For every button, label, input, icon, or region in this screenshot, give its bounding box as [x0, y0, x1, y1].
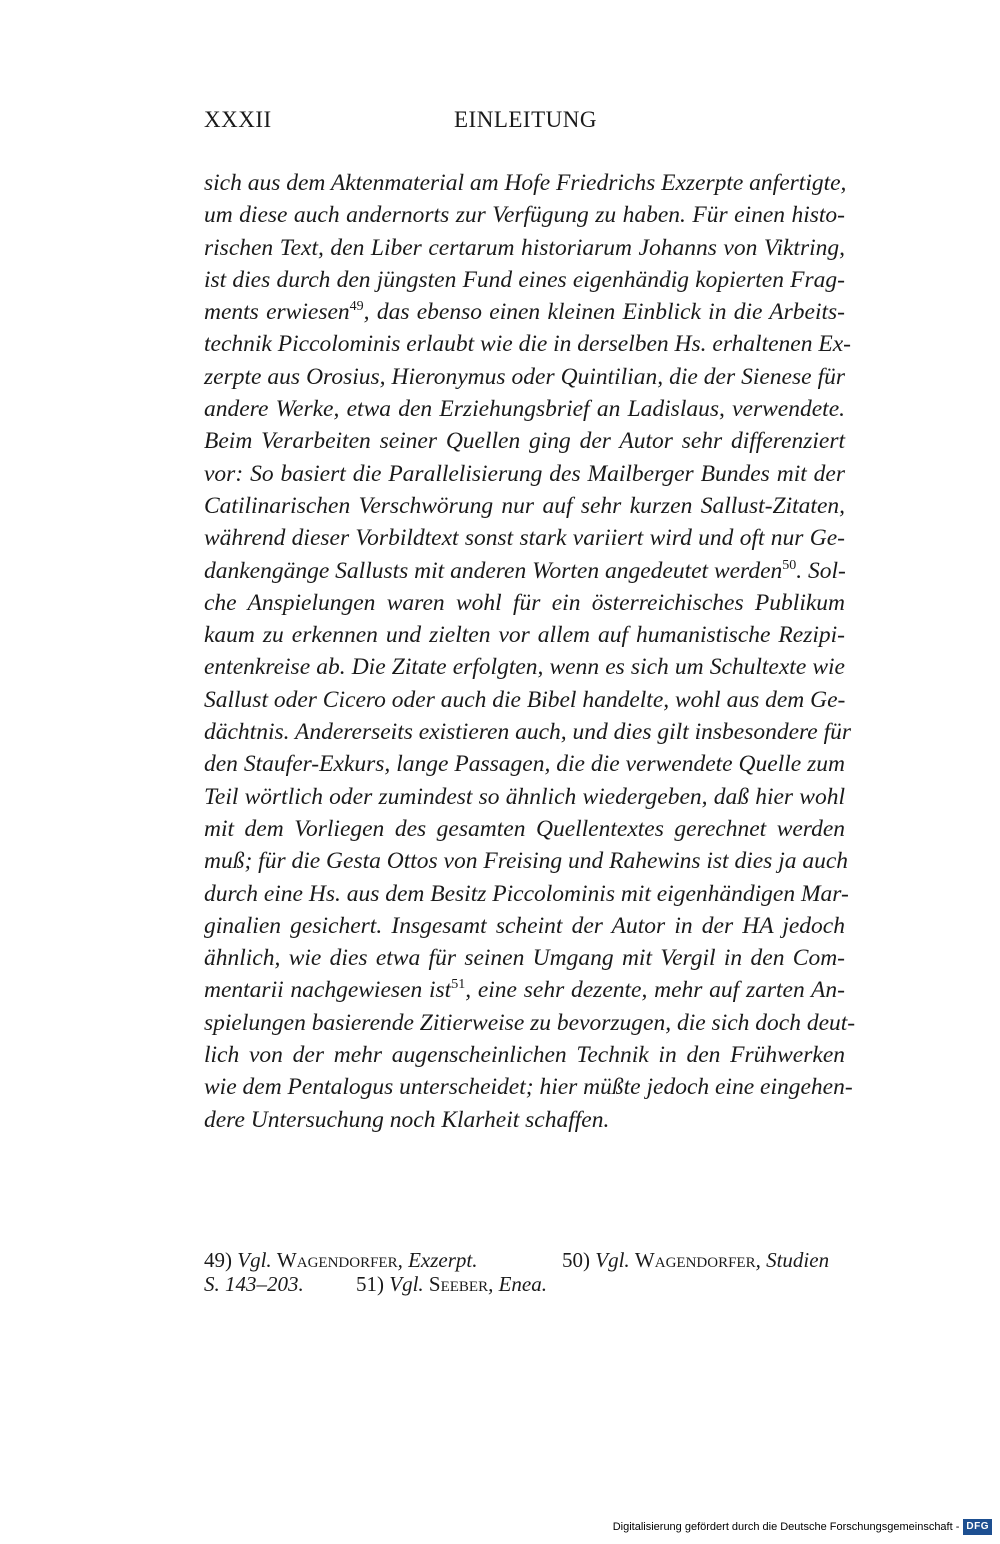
- text-line: muß; für die Gesta Ottos von Freising und Rahewins ist dies ja auch: [204, 848, 849, 875]
- text-line: wie dem Pentalogus unterscheidet; hier müßte jedoch eine eingehen-: [204, 1074, 853, 1101]
- text-line: ähnlich, wie dies etwa für seinen Umgang mit Vergil in den Com-: [204, 945, 845, 972]
- footnote-49: [204, 1248, 478, 1272]
- text-line: durch eine Hs. aus dem Besitz Piccolominis mit eigenhändigen Mar-: [204, 880, 849, 907]
- text-line: spielungen basierende Zitierweise zu bevorzugen, die sich doch deut-: [204, 1009, 856, 1036]
- digitization-credit: [613, 1518, 992, 1536]
- text-line: Sallust oder Cicero oder auch die Bibel handelte, wohl aus dem Ge-: [204, 686, 846, 713]
- text-line: [204, 555, 845, 587]
- footnote-number: 50): [562, 1248, 590, 1272]
- text-segment: . Sol-: [796, 557, 846, 584]
- footnote-line: [204, 1248, 845, 1272]
- footnote-author: Wagendorfer: [276, 1248, 398, 1272]
- footnote-author: Seeber: [428, 1272, 489, 1296]
- footnote-51: [356, 1272, 547, 1296]
- section-title: EINLEITUNG: [454, 107, 597, 132]
- footnote-number: 51): [356, 1272, 384, 1296]
- main-text: [204, 167, 856, 1136]
- text-line: dächtnis. Andererseits existieren auch, und dies gilt insbesondere für: [204, 719, 852, 746]
- text-line: andere Werke, etwa den Erziehungsbrief an Ladislaus, verwendete.: [204, 396, 845, 423]
- text-line: Beim Verarbeiten seiner Quellen ging der Autor sehr differenziert: [204, 428, 845, 455]
- text-line: dere Untersuchung noch Klarheit schaffen.: [204, 1106, 610, 1133]
- footnote-author: Wagendorfer: [634, 1248, 756, 1272]
- text-line: Catilinarischen Verschwörung nur auf sehr kurzen Sallust-Zitaten,: [204, 492, 845, 519]
- text-segment: , eine sehr dezente, mehr auf zarten An-: [465, 977, 845, 1004]
- credit-text: Digitalisierung gefördert durch die Deutsche Forschungsgemeinschaft -: [612, 1521, 960, 1533]
- footnote-title: , Studien: [755, 1248, 830, 1272]
- text-line: mit dem Vorliegen des gesamten Quellentextes gerechnet werden: [204, 815, 845, 842]
- text-line: um diese auch andernorts zur Verfügung zu haben. Für einen histo-: [204, 202, 845, 229]
- text-line: ist dies durch den jüngsten Fund eines eigenhändig kopierten Frag-: [204, 266, 845, 293]
- footnote-title: , Enea.: [488, 1272, 548, 1296]
- text-line: zerpte aus Orosius, Hieronymus oder Quintilian, die der Sienese für: [204, 363, 845, 390]
- text-line: [204, 296, 845, 328]
- text-line: technik Piccolominis erlaubt wie die in derselben Hs. erhaltenen Ex-: [204, 331, 851, 358]
- footnote-ref-51[interactable]: 51: [451, 977, 466, 993]
- text-segment: mentarii nachgewiesen ist: [204, 977, 452, 1004]
- text-line: entenkreise ab. Die Zitate erfolgten, wenn es sich um Schultexte wie: [204, 654, 845, 681]
- footnote-50: [562, 1248, 829, 1272]
- footnote-ref-49[interactable]: 49: [349, 299, 364, 315]
- text-segment: ments erwiesen: [204, 299, 350, 326]
- text-line: den Staufer-Exkurs, lange Passagen, die die verwendete Quelle zum: [204, 751, 845, 778]
- footnote-ref-50[interactable]: 50: [782, 557, 797, 573]
- text-line: kaum zu erkennen und zielten vor allem auf humanistische Rezipi-: [204, 622, 845, 649]
- footnote-title: , Exzerpt.: [397, 1248, 478, 1272]
- running-head: [204, 107, 845, 137]
- footnote-vgl: Vgl.: [595, 1248, 630, 1272]
- text-line: vor: So basiert die Parallelisierung des Mailberger Bundes mit der: [204, 460, 845, 487]
- footnotes: [204, 1248, 845, 1296]
- text-line: rischen Text, den Liber certarum historiarum Johanns von Viktring,: [204, 234, 845, 261]
- text-line: Teil wörtlich oder zumindest so ähnlich wiedergeben, daß hier wohl: [204, 783, 845, 810]
- footnote-50-continuation: S. 143–203.: [204, 1272, 304, 1296]
- text-line: während dieser Vorbildtext sonst stark variiert wird und oft nur Ge-: [204, 525, 845, 552]
- text-line: ginalien gesichert. Insgesamt scheint der Autor in der HA jedoch: [204, 912, 845, 939]
- dfg-logo: DFG: [963, 1519, 992, 1535]
- footnote-vgl: Vgl.: [237, 1248, 272, 1272]
- text-line: che Anspielungen waren wohl für ein österreichisches Publikum: [204, 589, 845, 616]
- text-line: sich aus dem Aktenmaterial am Hofe Friedrichs Exzerpte anfertigte,: [204, 170, 847, 196]
- footnote-line: [204, 1272, 845, 1296]
- page-number: XXXII: [204, 107, 272, 132]
- footnote-vgl: Vgl.: [389, 1272, 424, 1296]
- footnote-number: 49): [204, 1248, 232, 1272]
- text-line: [204, 974, 845, 1006]
- text-line: lich von der mehr augenscheinlichen Technik in den Frühwerken: [204, 1042, 845, 1069]
- text-segment: dankengänge Sallusts mit anderen Worten angedeutet werden: [204, 557, 783, 584]
- text-segment: , das ebenso einen kleinen Einblick in die Arbeits-: [363, 299, 845, 326]
